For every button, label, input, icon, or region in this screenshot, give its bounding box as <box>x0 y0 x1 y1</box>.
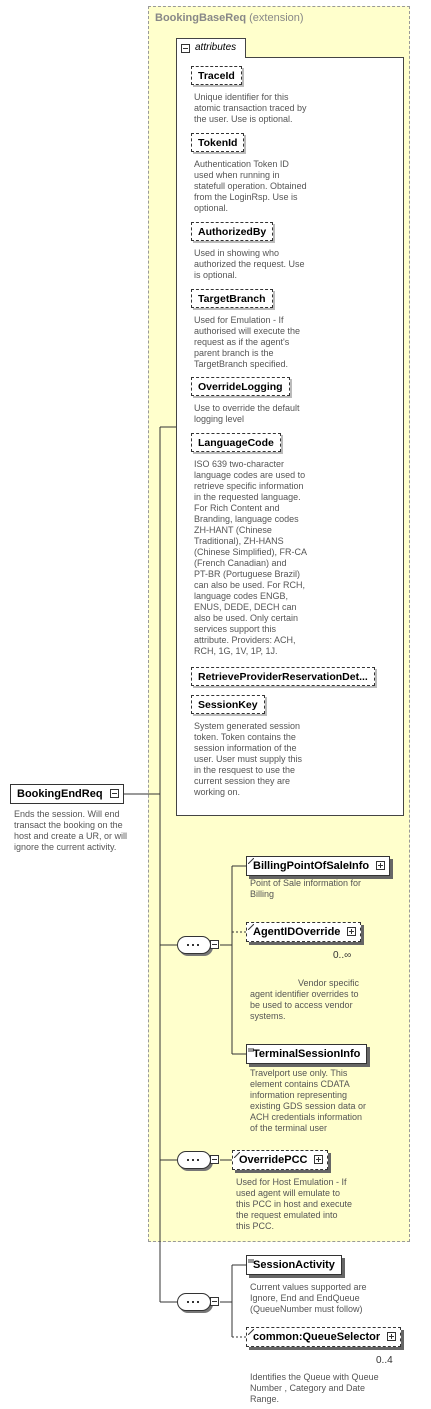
attribute-name: OverrideLogging <box>198 381 283 393</box>
terminal-description: Travelport use only. This element contains CDATA information representing existing GDS session data or ACH credentials information of the terminal user <box>250 1068 367 1133</box>
queue-description: Identifies the Queue with Queue Number , Category and Date Range. <box>250 1372 379 1404</box>
root-element-bookingendreq[interactable] <box>10 784 124 804</box>
attribute-description: Authentication Token ID used when running in statefull operation. Obtained from the LoginRsp. Use is optional. <box>194 159 307 213</box>
session-description: Current values supported are Ignore, End and EndQueue (QueueNumber must follow) <box>250 1282 367 1314</box>
attribute-name: SessionKey <box>198 699 258 711</box>
element-name: TerminalSessionInfo <box>253 1048 361 1060</box>
attribute-name: AuthorizedBy <box>198 226 267 238</box>
collapse-icon[interactable] <box>210 1155 219 1164</box>
expand-icon[interactable] <box>387 1332 396 1341</box>
element-marker-icon <box>248 1257 254 1263</box>
element-sessionactivity[interactable] <box>246 1255 342 1275</box>
element-name: BillingPointOfSaleInfo <box>253 860 370 872</box>
attribute-name: TraceId <box>198 70 235 82</box>
element-marker-icon <box>234 1152 240 1158</box>
element-name: AgentIDOverride <box>253 926 341 938</box>
element-billingpointofsaleinfo[interactable] <box>246 856 390 876</box>
collapse-icon[interactable] <box>210 1297 219 1306</box>
root-element-name: BookingEndReq <box>17 788 103 800</box>
collapse-icon[interactable] <box>210 940 219 949</box>
expand-icon[interactable] <box>347 927 356 936</box>
expand-icon[interactable] <box>314 1155 323 1164</box>
element-agentidoverride[interactable] <box>246 922 361 942</box>
extension-suffix: (extension) <box>249 12 304 24</box>
extension-name: BookingBaseReq <box>155 12 247 24</box>
sequence-compositor <box>177 1293 211 1311</box>
element-name: SessionActivity <box>253 1259 335 1271</box>
element-marker-icon <box>248 858 254 864</box>
attribute-name: TokenId <box>198 137 238 149</box>
element-overridepcc[interactable] <box>232 1150 328 1170</box>
attribute-description: System generated session token. Token contains the session information of the user. User must supply this in the resquest to use the current session they are working on. <box>194 721 303 797</box>
pcc-description: Used for Host Emulation - If used agent will emulate to this PCC in host and execute the request emulated into this PCC. <box>236 1177 353 1231</box>
element-name: common:QueueSelector <box>253 1331 381 1343</box>
attribute-description: Used in showing who authorized the request. Use is optional. <box>194 248 305 280</box>
attribute-description: Used for Emulation - If authorised will execute the request as if the agent's parent branch is the TargetBranch specified. <box>194 315 301 369</box>
expand-icon[interactable] <box>376 861 385 870</box>
attribute-name: RetrieveProviderReservationDet... <box>198 671 368 683</box>
sequence-compositor <box>177 936 211 954</box>
billing-description: Point of Sale information for Billing <box>250 878 362 899</box>
attribute-description: Unique identifier for this atomic transaction traced by the user. Use is optional. <box>194 92 307 124</box>
element-marker-icon <box>248 924 254 930</box>
element-marker-icon <box>248 1329 254 1335</box>
attribute-name: LanguageCode <box>198 437 274 449</box>
agent-description: Vendor specific agent identifier overrides to be used to access vendor systems. <box>250 978 360 1021</box>
attribute-description: ISO 639 two-character language codes are used to retrieve specific information in the requested language. For Rich Content and Branding, language codes ZH-HANT (Chinese Traditional), ZH-HANS (Chinese Simplified), FR-CA (French Canadian) and PT-BR (Portuguese Brazil) can also be used. For RCH, language codes ENGB, ENUS, DEDE, DECH can also be used. Only certain services support this attribute. Providers: ACH, RCH, 1G, 1V, 1P, 1J. <box>194 459 308 656</box>
element-terminalsessioninfo[interactable] <box>246 1044 367 1064</box>
occurrence-label: 0..∞ <box>333 950 352 961</box>
element-marker-icon <box>248 1046 254 1052</box>
element-queueselector[interactable] <box>246 1327 401 1347</box>
sequence-compositor <box>177 1151 211 1169</box>
occurrence-label: 0..4 <box>376 1355 393 1366</box>
attributes-label: attributes <box>195 42 237 53</box>
attribute-description: Use to override the default logging level <box>194 403 300 424</box>
root-description: Ends the session. Will end transact the booking on the host and create a UR, or will ignore the current activity. <box>14 809 128 852</box>
attribute-name: TargetBranch <box>198 293 266 305</box>
collapse-icon[interactable] <box>110 789 119 798</box>
element-name: OverridePCC <box>239 1154 308 1166</box>
